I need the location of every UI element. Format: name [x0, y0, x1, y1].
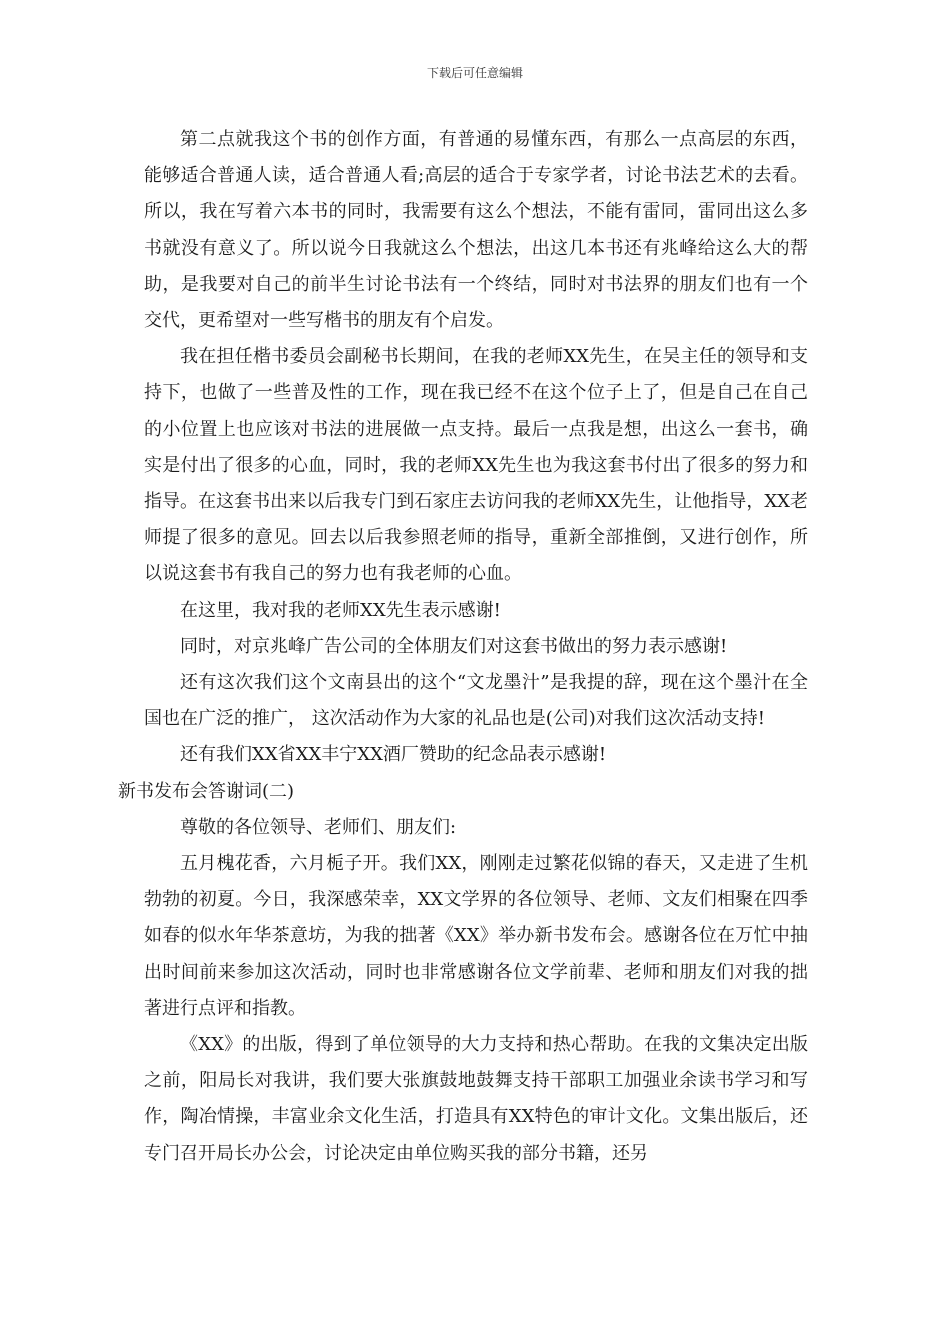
- paragraph: 我在担任楷书委员会副秘书长期间，在我的老师XX先生，在吴主任的领导和支持下，也做了一些普及性的工作，现在我已经不在这个位子上了，但是自己在自己的小位置上也应该对书法的进展做一点支持。最后一点我是想，出这么一套书，确实是付出了很多的心血，同时，我的老师XX先生也为我这套书付出了很多的努力和指导。在这套书出来以后我专门到石家庄去访问我的老师XX先生，让他指导，XX老师提了很多的意见。回去以后我参照老师的指导，重新全部推倒，又进行创作，所以说这套书有我自己的努力也有我老师的心血。: [144, 346, 808, 585]
- paragraph: 还有我们XX省XX丰宁XX酒厂赞助的纪念品表示感谢!: [180, 744, 607, 766]
- salutation: 尊敬的各位领导、老师们、朋友们:: [180, 816, 457, 838]
- paragraph: 在这里，我对我的老师XX先生表示感谢!: [180, 599, 501, 621]
- section-heading: 新书发布会答谢词(二): [118, 780, 295, 802]
- paragraph: 还有这次我们这个文南县出的这个“文龙墨汁”是我提的辞，现在这个墨汁在全国也在广泛的推广， 这次活动作为大家的礼品也是(公司)对我们这次活动支持!: [144, 672, 808, 730]
- page-header: 下载后可任意编辑: [426, 66, 523, 80]
- paragraph: 五月槐花香，六月栀子开。我们XX，刚刚走过繁花似锦的春天，又走进了生机勃勃的初夏。今日，我深感荣幸，XX文学界的各位领导、老师、文友们相聚在四季如春的似水年华茶意坊，为我的拙著《XX》举办新书发布会。感谢各位在万忙中抽出时间前来参加这次活动，同时也非常感谢各位文学前辈、老师和朋友们对我的拙著进行点评和指教。: [144, 853, 808, 1019]
- paragraph: 《XX》的出版，得到了单位领导的大力支持和热心帮助。在我的文集决定出版之前，阳局长对我讲，我们要大张旗鼓地鼓舞支持干部职工加强业余读书学习和写作，陶冶情操，丰富业余文化生活，打造具有XX特色的审计文化。文集出版后，还专门召开局长办公会，讨论决定由单位购买我的部分书籍，还另: [144, 1034, 808, 1164]
- paragraph: 第二点就我这个书的创作方面，有普通的易懂东西，有那么一点高层的东西，能够适合普通人读，适合普通人看;高层的适合于专家学者，讨论书法艺术的去看。所以，我在写着六本书的同时，我需要有这么个想法，不能有雷同，雷同出这么多书就没有意义了。所以说今日我就这么个想法，出这几本书还有兆峰给这么大的帮助，是我要对自己的前半生讨论书法有一个终结，同时对书法界的朋友们也有一个交代，更希望对一些写楷书的朋友有个启发。: [144, 129, 808, 332]
- document-body: [118, 122, 808, 1172]
- paragraph: 同时，对京兆峰广告公司的全体朋友们对这套书做出的努力表示感谢!: [180, 635, 728, 657]
